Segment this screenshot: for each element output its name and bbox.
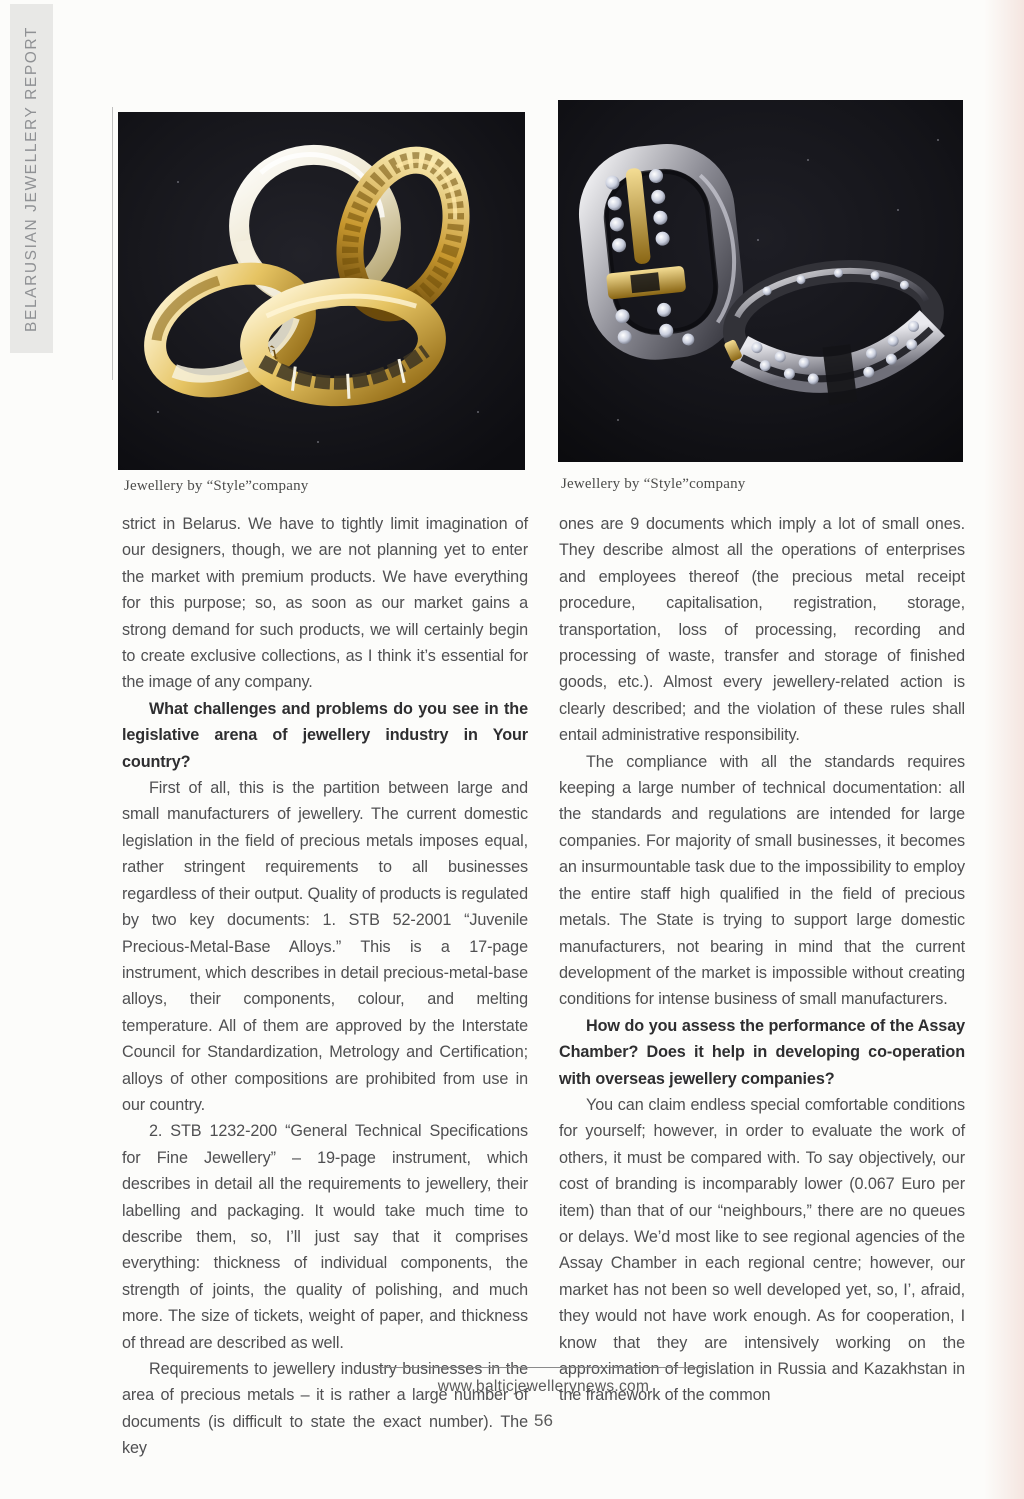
report-sidebar-bar bbox=[10, 4, 53, 353]
diamond-rings-photo bbox=[558, 100, 963, 462]
article-column-left bbox=[122, 511, 528, 1462]
scan-artifact-line bbox=[112, 107, 113, 380]
article-paragraph: strict in Belarus. We have to tightly limit imagination of our designers, though, we are not planning yet to enter the market with premium products. We have everything for this purpose; so, as soon as our market gains a strong demand for such products, we will certainly begin to create exclusive collections, as I think it’s essential for the image of any company. bbox=[122, 515, 528, 692]
interview-question-heading: What challenges and problems do you see in the legislative arena of jewellery industry in Your country? bbox=[122, 699, 528, 771]
article-paragraph: 2. STB 1232-200 “General Technical Specifications for Fine Jewellery” – 19-page instrument, which describes in detail all the requirements to jewellery, their labelling and packaging. It would take much time to describe them, so, I’ll just say that it comprises everything: thickness of individual components, the strength of joints, the quality of polishing, and much more. The size of tickets, weight of paper, and thickness of thread are described as well. bbox=[122, 1122, 528, 1352]
photo-caption-right: Jewellery by “Style”company bbox=[561, 476, 746, 492]
article-paragraph: First of all, this is the partition between large and small manufacturers of jewellery. The current domestic legislation in the field of precious metals imposes equal, rather stringent requirements to all businesses regardless of their output. Quality of products is regulated by two key documents: 1. STB 52-2001 “Juvenile Precious-Metal-Base Alloys.” This is a 17-page instrument, which describes in detail precious-metal-base alloys, their components, colour, and melting temperature. All of them are approved by the Interstate Council for Standardization, Metrology and Certification; alloys of other compositions are prohibited from use in our country. bbox=[122, 779, 528, 1114]
article-paragraph: You can claim endless special comfortable conditions for yourself; however, in order to evaluate the work of others, it must be compared with. To say objectively, our cost of branding is incomparably lower (0.067 Euro per item) than that of our “neighbours,” there are no queues or delays. We’d most like to see regional agencies of the Assay Chamber in each regional centre; however, our market has not been so well developed yet, so, I’, afraid, they would not have work enough. As for cooperation, I know that they are intensively working on the approximation of legislation in Russia and Kazakhstan in the framework of the common bbox=[559, 1095, 965, 1405]
article-paragraph: Requirements to jewellery industry businesses in the area of precious metals – it is rather a large number of documents (is difficult to state the exact number). The key bbox=[122, 1360, 528, 1458]
article-paragraph: ones are 9 documents which imply a lot of small ones. They describe almost all the operations of enterprises and employees thereof (the precious metal receipt procedure, capitalisation, registration, storage, transportation, loss of processing, recording and processing of waste, transfer and storage of finished goods, etc.). Almost every jewellery-related action is clearly described; and the violation of these rules shall entail administrative responsibility. bbox=[559, 515, 965, 745]
gold-rings-photo bbox=[118, 112, 525, 470]
photo-caption-left: Jewellery by “Style”company bbox=[124, 478, 309, 494]
footer-divider bbox=[377, 1367, 707, 1368]
interview-question-heading: How do you assess the performance of the Assay Chamber? Does it help in developing co-operation with overseas jewellery companies? bbox=[559, 1016, 965, 1088]
article-column-right bbox=[559, 511, 965, 1409]
page-number: 56 bbox=[534, 1411, 553, 1430]
report-title-vertical: BELARUSIAN JEWELLERY REPORT bbox=[22, 25, 40, 332]
page-edge-shadow bbox=[984, 0, 1024, 1499]
article-paragraph: The compliance with all the standards requires keeping a large number of technical documentation: all the standards and regulations are intended for large companies. For majority of small businesses, it becomes an insurmountable task due to the impossibility to employ the entire staff high qualified in the field of precious metals. The State is trying to support large domestic manufacturers, not bearing in mind that the current development of the market is impossible without creating conditions for intense business of small manufacturers. bbox=[559, 752, 965, 1009]
ring-engraving-text: e dì bbox=[245, 341, 282, 374]
footer-website-url: www.balticjewellerynews.com bbox=[437, 1378, 650, 1395]
